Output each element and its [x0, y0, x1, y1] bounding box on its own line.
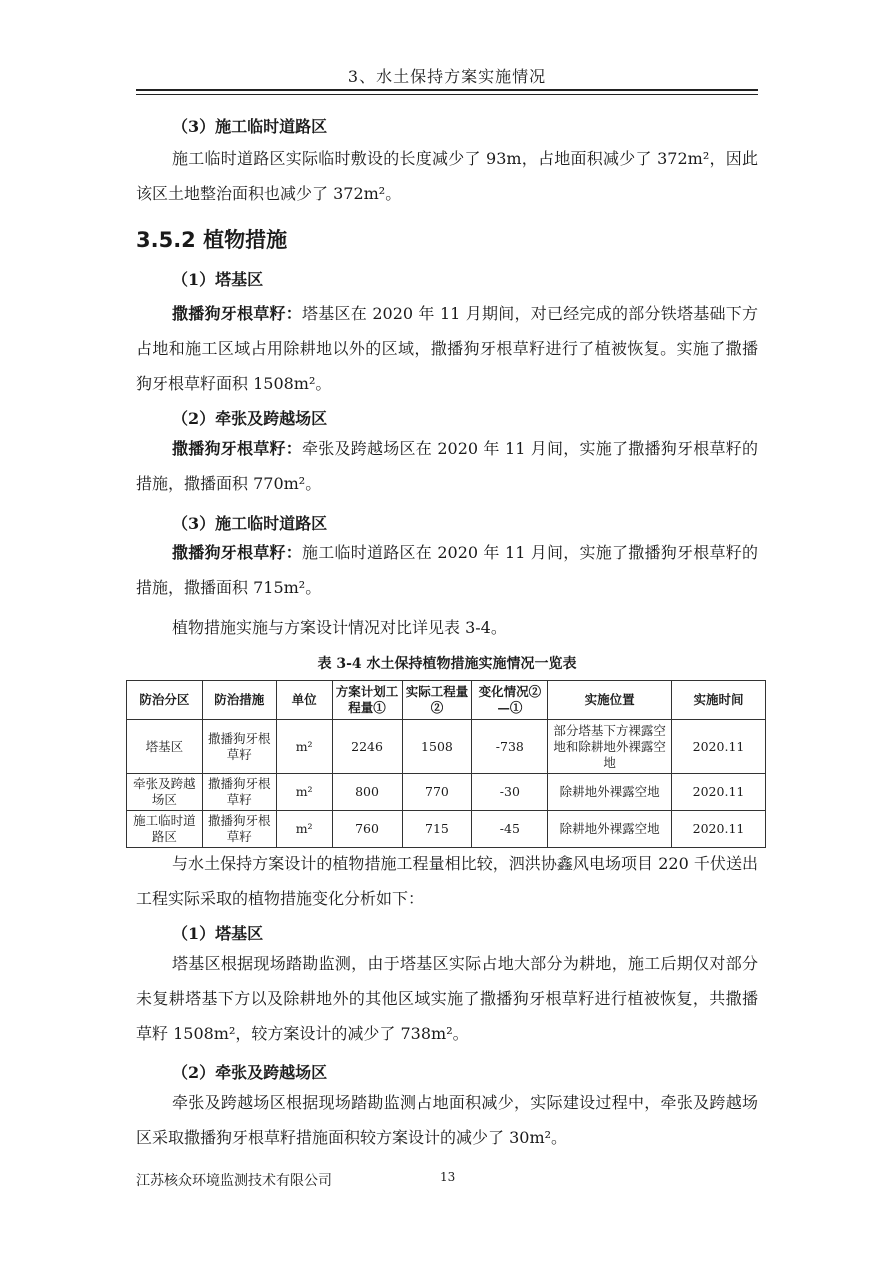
table-row [127, 811, 766, 848]
th-change: 变化情况②—① [472, 681, 548, 720]
header-rule-thick [136, 89, 758, 91]
paragraph-temp-road-2 [136, 535, 758, 605]
subheading-tower-base: （1）塔基区 [172, 270, 264, 289]
table-row [127, 774, 766, 811]
cell-unit: m² [276, 811, 332, 848]
plant-measures-table [126, 680, 766, 848]
subheading-temp-road: （3）施工临时道路区 [172, 117, 328, 136]
cell-date: 2020.11 [672, 774, 766, 811]
paragraph-tower-analysis: 塔基区根据现场踏勘监测，由于塔基区实际占地大部分为耕地，施工后期仅对部分未复耕塔基下方以及除耕地外的其他区域实施了撒播狗牙根草籽进行植被恢复，共撒播草籽 1508m²，较方案设计的减少了 738m²。 [136, 954, 758, 1043]
cell-actual: 715 [402, 811, 472, 848]
footer-company: 江苏核众环境监测技术有限公司 [136, 1173, 332, 1189]
cell-date: 2020.11 [672, 720, 766, 774]
paragraph-temp-road: 施工临时道路区实际临时敷设的长度减少了 93m，占地面积减少了 372m²，因此该区土地整治面积也减少了 372m²。 [136, 149, 758, 203]
subheading-tower-base-2: （1）塔基区 [172, 924, 264, 943]
cell-location: 部分塔基下方裸露空地和除耕地外裸露空地 [548, 720, 672, 774]
cell-actual: 770 [402, 774, 472, 811]
paragraph-tension-area [136, 431, 758, 501]
cell-change: -738 [472, 720, 548, 774]
table-caption: 表 3-4 水土保持植物措施实施情况一览表 [317, 656, 577, 672]
cell-zone: 施工临时道路区 [127, 811, 203, 848]
section-title: 3.5.2 植物措施 [136, 228, 288, 252]
th-planned: 方案计划工程量① [332, 681, 402, 720]
th-actual: 实际工程量② [402, 681, 472, 720]
cell-date: 2020.11 [672, 811, 766, 848]
subheading-temp-road-2: （3）施工临时道路区 [172, 514, 328, 533]
paragraph-text: 施工临时道路区在 2020 年 11 月间，实施了撒播狗牙根草籽的措施，撒播面积 715m²。 [136, 543, 758, 597]
lead-label: 撒播狗牙根草籽： [172, 543, 303, 562]
cell-unit: m² [276, 774, 332, 811]
cell-planned: 2246 [332, 720, 402, 774]
subheading-tension-area: （2）牵张及跨越场区 [172, 409, 328, 428]
cell-zone: 塔基区 [127, 720, 203, 774]
cell-measure: 撒播狗牙根草籽 [202, 720, 276, 774]
cell-location: 除耕地外裸露空地 [548, 811, 672, 848]
cell-zone: 牵张及跨越场区 [127, 774, 203, 811]
th-zone: 防治分区 [127, 681, 203, 720]
paragraph-tension-analysis: 牵张及跨越场区根据现场踏勘监测占地面积减少，实际建设过程中，牵张及跨越场区采取撒播狗牙根草籽措施面积较方案设计的减少了 30m²。 [136, 1093, 758, 1147]
table-row [127, 720, 766, 774]
lead-label: 撒播狗牙根草籽： [172, 304, 303, 323]
lead-label: 撒播狗牙根草籽： [172, 439, 303, 458]
th-location: 实施位置 [548, 681, 672, 720]
paragraph-analysis-intro: 与水土保持方案设计的植物措施工程量相比较，泗洪协鑫风电场项目 220 千伏送出工程实际采取的植物措施变化分析如下： [136, 854, 758, 908]
paragraph-text: 塔基区在 2020 年 11 月期间，对已经完成的部分铁塔基础下方占地和施工区域占用除耕地以外的区域，撒播狗牙根草籽进行了植被恢复。实施了撒播狗牙根草籽面积 1508m²。 [136, 304, 758, 393]
cell-unit: m² [276, 720, 332, 774]
cell-change: -30 [472, 774, 548, 811]
th-unit: 单位 [276, 681, 332, 720]
subheading-tension-area-2: （2）牵张及跨越场区 [172, 1063, 328, 1082]
page-number: 13 [440, 1170, 456, 1184]
cell-measure: 撒播狗牙根草籽 [202, 774, 276, 811]
th-date: 实施时间 [672, 681, 766, 720]
cell-measure: 撒播狗牙根草籽 [202, 811, 276, 848]
header-rule-thin [136, 94, 758, 95]
paragraph-text: 牵张及跨越场区在 2020 年 11 月间，实施了撒播狗牙根草籽的措施，撒播面积 770m²。 [136, 439, 758, 493]
cell-location: 除耕地外裸露空地 [548, 774, 672, 811]
table-header-row [127, 681, 766, 720]
th-measure: 防治措施 [202, 681, 276, 720]
paragraph-tower-base [136, 296, 758, 401]
page-header: 3、水土保持方案实施情况 [347, 67, 547, 86]
cell-change: -45 [472, 811, 548, 848]
cell-planned: 800 [332, 774, 402, 811]
cell-planned: 760 [332, 811, 402, 848]
paragraph-table-ref: 植物措施实施与方案设计情况对比详见表 3-4。 [172, 618, 507, 637]
cell-actual: 1508 [402, 720, 472, 774]
